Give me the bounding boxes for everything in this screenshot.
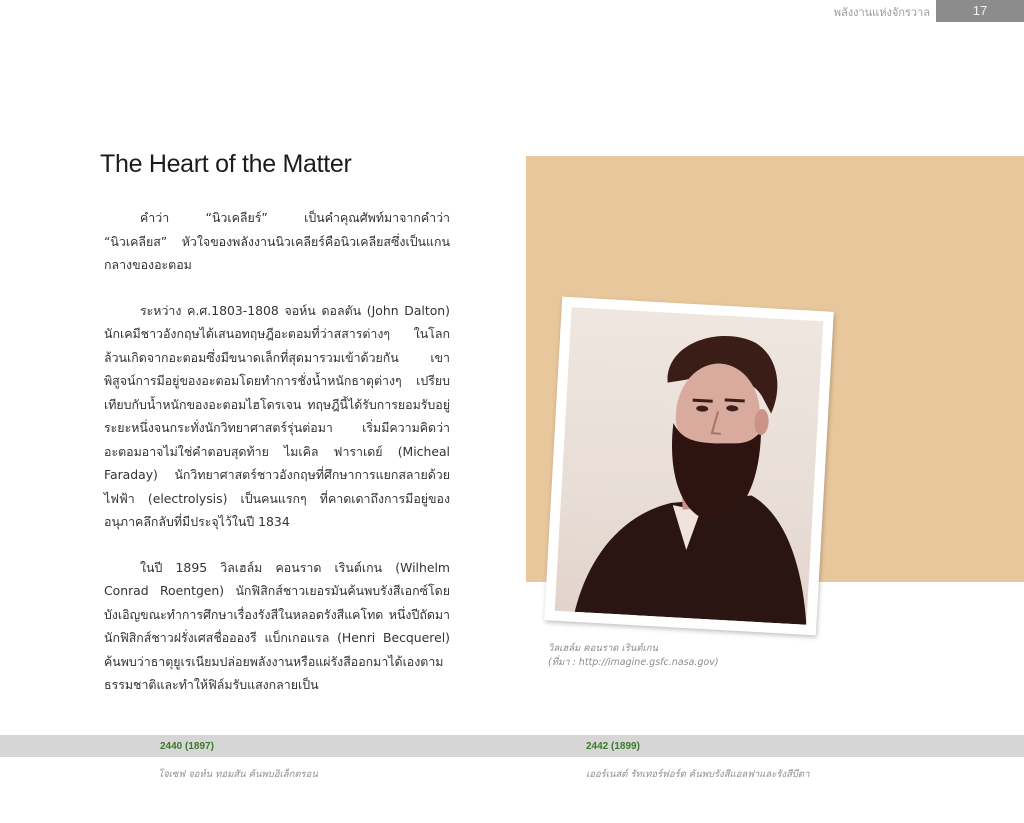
page-number: 17 bbox=[936, 0, 1024, 22]
timeline-year-1: 2440 (1897) bbox=[160, 741, 214, 752]
page-header bbox=[734, 0, 1024, 22]
portrait-illustration bbox=[555, 307, 824, 625]
paragraph-1: คำว่า “นิวเคลียร์” เป็นคำคุณศัพท์มาจากคำว่า “นิวเคลียส” หัวใจของพลังงานนิวเคลียร์คือนิวเคลียสซึ่งเป็นแกนกลางของอะตอม bbox=[104, 210, 450, 272]
paragraph-3: ในปี 1895 วิลเฮล์ม คอนราด เรินต์เกน (Wilhelm Conrad Roentgen) นักฟิสิกส์ชาวเยอรมันค้นพบรังสีเอกซ์โดยบังเอิญขณะทำการศึกษาเรื่องรังสีในหลอดรังสีแคโทด หนึ่งปีถัดมานักฟิสิกส์ชาวฝรั่งเศสชื่ออองรี แบ็กเกอแรล (Henri Becquerel) ค้นพบว่าธาตุยูเรเนียมปล่อยพลังงานหรือแผ่รังสีออกมาได้เองตามธรรมชาติและทำให้ฟิล์มรับแสงกลายเป็น bbox=[104, 559, 450, 692]
article-body bbox=[104, 206, 450, 719]
portrait-photo-frame bbox=[544, 297, 834, 636]
paragraph-2: ระหว่าง ค.ศ.1803-1808 จอห์น ดอลตัน (John Dalton) นักเคมีชาวอังกฤษได้เสนอทฤษฎีอะตอมที่ว่าสสารต่างๆ ในโลกล้วนเกิดจากอะตอมซึ่งมีขนาดเล็กที่สุดมารวมเข้าด้วยกัน เขาพิสูจน์การมีอยู่ของอะตอมโดยทำการชั่งน้ำหนักธาตุต่างๆ เปรียบเทียบกับน้ำหนักของอะตอมไฮโดรเจน ทฤษฎีนี้ได้รับการยอมรับอยู่ระยะหนึ่งจนกระทั่งนักวิทยาศาสตร์รุ่นต่อมา เริ่มมีความคิดว่าอะตอมอาจไม่ใช่คำตอบสุดท้าย ไมเคิล ฟาราเดย์ (Micheal Faraday) นักวิทยาศาสตร์ชาวอังกฤษที่ศึกษาการแยกสลายด้วยไฟฟ้า (electrolysis) เป็นคนแรกๆ ที่คาดเดาถึงการมีอยู่ของอนุภาคลึกลับที่มีประจุไว้ในปี 1834 bbox=[104, 302, 450, 529]
timeline-event-1: โจเซฟ จอห์น ทอมสัน ค้นพบอิเล็กตรอน bbox=[158, 769, 318, 780]
caption-source: (ที่มา : http://imagine.gsfc.nasa.gov) bbox=[548, 657, 719, 668]
running-title: พลังงานแห่งจักรวาล bbox=[833, 6, 930, 19]
portrait-photo bbox=[555, 307, 824, 625]
caption-name: วิลเฮล์ม คอนราด เรินต์เกน bbox=[548, 643, 658, 654]
timeline-bar bbox=[0, 735, 1024, 757]
photo-caption bbox=[548, 642, 719, 670]
timeline-event-2: เออร์เนสต์ รัทเทอร์ฟอร์ด ค้นพบรังสีแอลฟาและรังสีบีตา bbox=[586, 769, 810, 780]
timeline-year-2: 2442 (1899) bbox=[586, 741, 640, 752]
page-title: The Heart of the Matter bbox=[100, 150, 352, 178]
